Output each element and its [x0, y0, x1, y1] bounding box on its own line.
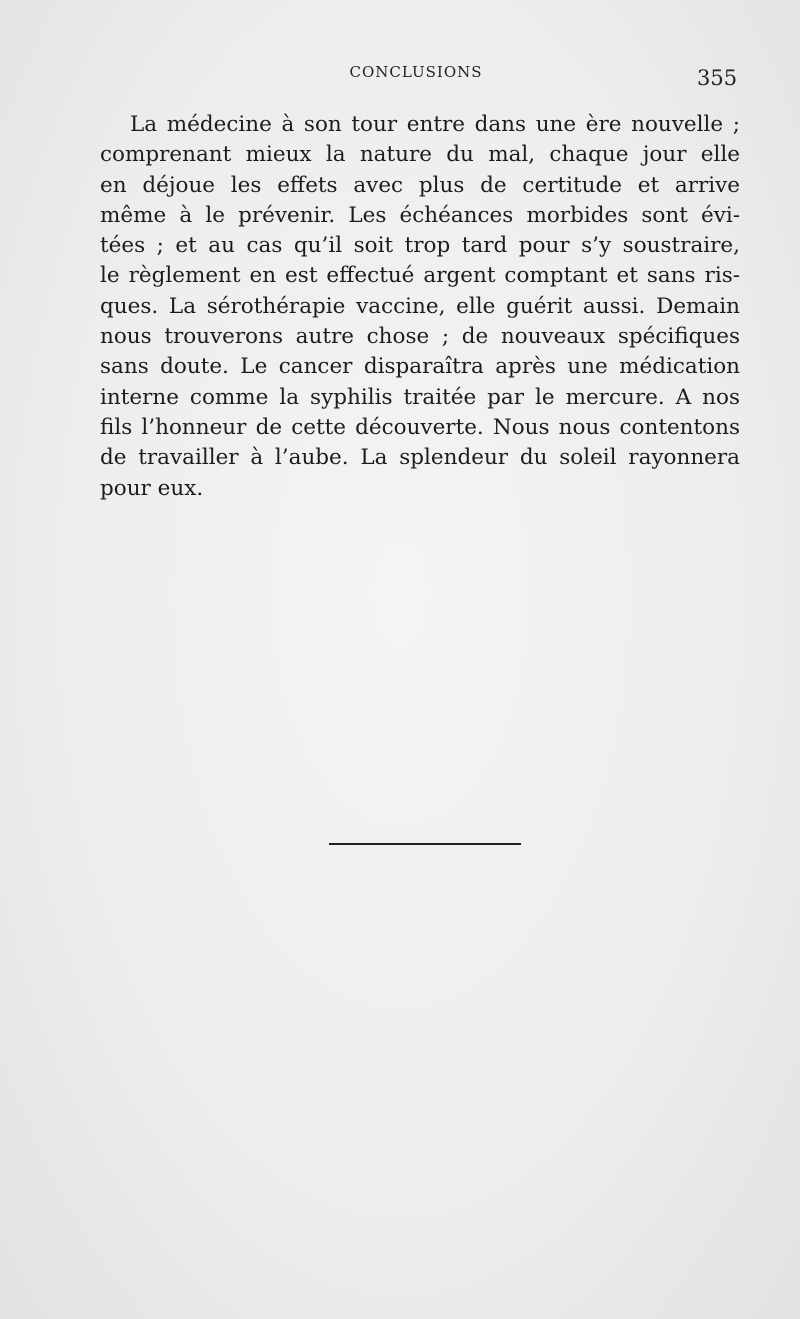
text-line: tées ; et au cas qu’il soit trop tard pour s’y soustraire,	[100, 233, 740, 259]
end-rule	[329, 843, 521, 845]
text-line: en déjoue les effets avec plus de certitude et arrive	[100, 172, 740, 198]
page-number: 355	[697, 66, 738, 90]
text-line: le règlement en est effectué argent comptant et sans ris-	[100, 263, 740, 289]
text-line: nous trouverons autre chose ; de nouveaux spécifiques	[100, 324, 740, 350]
running-title: CONCLUSIONS	[349, 63, 483, 81]
text-line: pour eux.	[100, 475, 204, 501]
text-line: comprenant mieux la nature du mal, chaque jour elle	[100, 142, 740, 168]
text-line: sans doute. Le cancer disparaîtra après une médication	[100, 354, 740, 380]
text-line: même à le prévenir. Les échéances morbides sont évi-	[100, 202, 740, 228]
text-line: interne comme la syphilis traitée par le mercure. A nos	[100, 384, 740, 410]
text-line: de travailler à l’aube. La splendeur du soleil rayonnera	[100, 445, 740, 471]
text-line: ques. La sérothérapie vaccine, elle guérit aussi. Demain	[100, 293, 740, 319]
text-line: fils l’honneur de cette découverte. Nous nous contentons	[100, 414, 740, 440]
paragraph	[100, 110, 740, 504]
text-line: La médecine à son tour entre dans une ère nouvelle ;	[130, 112, 740, 137]
